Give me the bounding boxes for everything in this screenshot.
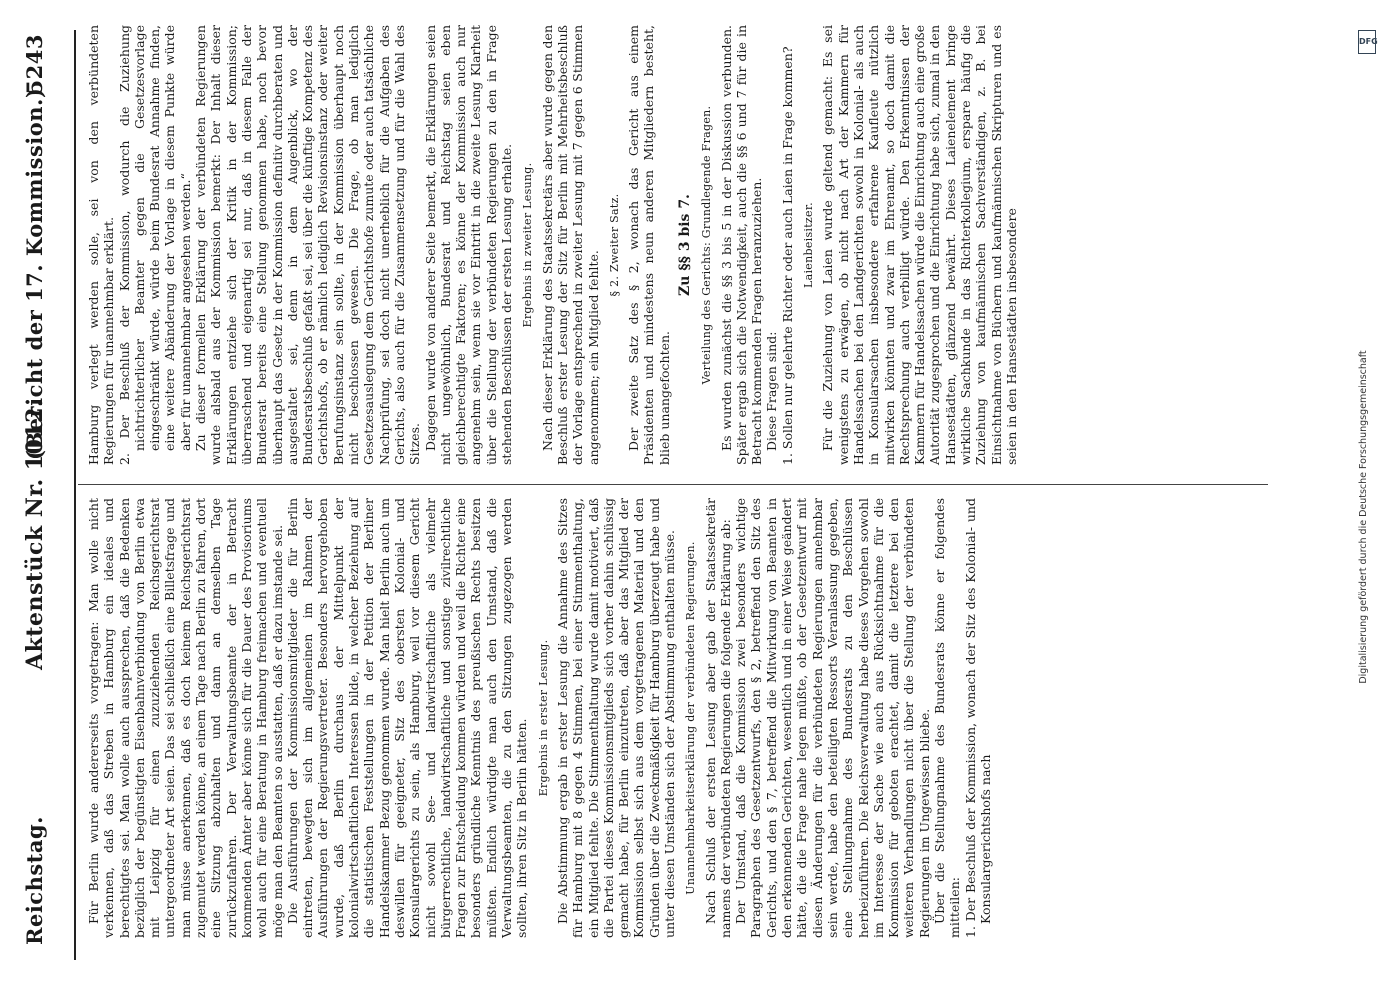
paragraph: Für Berlin wurde andererseits vorgetragen: Man wolle nicht verkennen, daß das Streben in Hamburg ein ideales und berechtigtes sei. Man wolle auch aussprechen, daß die Bedenken bezüglich der begünstigten Eisenbahnverbindung von Berlin etwa mit Leipzig für einen zuzuziehenden Reichsgerichtsrat untergeordneter Art seien. Das sei schließlich eine Billetsfrage und man müsse anerkennen, daß es doch keinem Reichsgerichtsrat zugemutet werden könne, an einem Tage nach Berlin zu fahren, dort eine Sitzung abzuhalten und dann an demselben Tage zurückzufahren. Der Verwaltungsbeamte der in Betracht kommenden Ämter aber könne sich für die Dauer des Provisoriums wohl auch für eine Beratung in Hamburg freimachen und eventuell möge man den Beamten so ausstatten, daß er dazu imstande sei.	[86, 498, 285, 938]
header-title: (Bericht der 17. Kommission.)	[22, 87, 47, 460]
paragraph: Für die Zuziehung von Laien wurde geltend gemacht: Es sei wenigstens zu erwägen, ob nicht nach Art der Kammern für Handelssachen bei den Landgerichten sowohl in Kolonial- als auch in Konsularsachen insbesondere erfahrene Kaufleute nützlich mitwirken könnten und zwar im Ehrenamt, so doch damit die Rechtsprechung auch verbilligt würde. Den Erkenntnissen der Kammern für Handelssachen würde die Einrichtung auch eine große Autorität zugesprochen und die Einrichtung habe sich, zumal in den Hansestädten, glänzend bewährt. Dieses Laienelement bringe wirkliche Sachkunde in das Richterkollegium, erspare häufig die Zuziehung von kaufmännischen Sachverständigen, z. B. bei Einsichtnahme von Büchern und kaufmännischen Skripturen und es seien in den Hansestädten insbesondere	[820, 25, 1019, 465]
subheading: Verteilung des Gerichts: Grundlegende Fragen.	[700, 105, 714, 385]
subheading: Laienbeisitzer.	[802, 202, 816, 288]
numbered-item: 1. Der Beschluß der Kommission, wonach der Sitz des Kolonial- und Konsulargerichtshofs nach	[962, 498, 993, 938]
paragraph: Dagegen wurde von anderer Seite bemerkt, die Erklärungen seien nicht ungewöhnlich, Bundesrat und Reichstag seien eben gleichberechtigte Faktoren; es könne der Kommission auch nur angenehm sein, wenn sie vor Eintritt in die zweite Lesung Klarheit über die Stellung der verbündeten Regierungen zu den in Frage stehenden Beschlüssen der ersten Lesung erhalte.	[422, 25, 515, 465]
paragraph: Nach dieser Erklärung des Staatssekretärs aber wurde gegen den Beschluß erster Lesung der Sitz für Berlin mit Mehrheitsbeschluß der Vorlage entsprechend in zweiter Lesung mit 7 gegen 6 Stimmen angenommen; ein Mitglied fehlte.	[539, 25, 601, 465]
paragraph: Nach Schluß der ersten Lesung aber gab der Staatssekretär namens der verbündeten Regierungen die folgende Erklärung ab:	[702, 498, 733, 938]
paragraph: Es wurden zunächst die §§ 3 bis 5 in der Diskussion verbunden. Später ergab sich die Notwendigkeit, auch die §§ 6 und 7 für die in Betracht kommenden Fragen heranzuziehen.	[718, 25, 765, 465]
subheading: § 2. Zweiter Satz.	[607, 193, 621, 297]
column-divider	[78, 484, 1268, 485]
subheading: Unannehmbarkeitserklärung der verbündeten Regierungen.	[684, 541, 698, 895]
section-heading: Zu §§ 3 bis 7.	[676, 194, 693, 296]
subheading: Ergebnis in zweiter Lesung.	[521, 162, 535, 328]
header-left: Reichstag.	[22, 816, 47, 945]
header-rule	[74, 30, 76, 960]
digitization-credit	[1355, 30, 1379, 970]
left-column	[86, 498, 993, 938]
numbered-item: 2. Der Beschluß der Kommission, wodurch die Zuziehung nichtrichterlicher Beamter gegen die Gesetzesvorlage eingeschränkt würde, würde beim Bundesrat Annahme finden, eine weitere Abänderung der Vorlage in diesem Punkte würde aber für unannehmbar angesehen werden.“	[116, 25, 193, 465]
paragraph: Der zweite Satz des § 2, wonach das Gericht aus einem Präsidenten und mindestens neun anderen Mitgliedern besteht, blieb unangefochten.	[626, 25, 672, 465]
paragraph: Hamburg verlegt werden solle, sei von den verbündeten Regierungen für unannehmbar erklärt.	[86, 25, 117, 465]
paragraph: Zu dieser formellen Erklärung der verbündeten Regierungen wurde alsbald aus der Kommission bemerkt: Der Inhalt dieser Erklärungen entziehe sich der Kritik in der Kommission; überraschend und eigenartig sei nur, daß in diesem Falle der Bundesrat bereits eine Stellung genommen habe, noch bevor überhaupt das Gesetz in der Kommission definitiv durchberaten und ausgestaltet sei, denn in dem Augenblick, wo der Bundesratsbeschluß gefaßt sei, sei über die künftige Kompetenz des Gerichtshofs, ob er nämlich lediglich Revisionsinstanz oder weiter Berufungsinstanz sein sollte, in der Kommission überhaupt noch nicht beschlossen gewesen. Die Frage, ob man lediglich Gesetzesauslegung dem Gerichtshofe zumute oder auch tatsächliche Nachprüfung, sei doch nicht unerheblich für die Aufgaben des Gerichts, also auch für die Zusammensetzung und für die Wahl des Sitzes.	[193, 25, 423, 465]
paragraph: Die Ausführungen der Kommissionsmitglieder die für Berlin eintreten, bewegten sich im allgemeinen im Rahmen der Ausführungen der Regierungsvertreter. Besonders hervorgehoben wurde, daß Berlin durchaus der Mittelpunkt der kolonialwirtschaftlichen Interessen bilde, in welcher Beziehung auf die statistischen Feststellungen in der Petition der Berliner Handelskammer Bezug genommen wurde. Man hielt Berlin auch um deswillen für geeigneter, Sitz des obersten Kolonial- und Konsulargerichts zu sein, als Hamburg, weil vor diesem Gericht nicht sowohl See- und landwirtschaftliche als vielmehr bürgerrechtliche, landwirtschaftliche und sonstige zivilrechtliche Fragen zur Entscheidung kommen würden und weil die Richter eine besonders gründliche Kenntnis des preußischen Rechts besitzen müßten. Endlich würdigte man auch den Umstand, daß die Verwaltungsbeamten, die zu den Sitzungen zugezogen werden sollten, ihren Sitz in Berlin hätten.	[284, 498, 530, 938]
subheading: Ergebnis in erster Lesung.	[536, 639, 550, 797]
paragraph: Über die Stellungnahme des Bundesrats könne er folgendes mitteilen:	[932, 498, 963, 938]
paragraph: Diese Fragen sind:	[764, 331, 780, 451]
paragraph: Die Abstimmung ergab in erster Lesung die Annahme des Sitzes für Hamburg mit 8 gegen 4 Stimmen, bei einer Stimmenthaltung, ein Mitglied fehlte. Die Stimmenthaltung wurde damit motiviert, daß die Partei dieses Kommissionsmitglieds sich vorher dahin schlüssig gemacht habe, für Berlin einzutreten, daß aber das Mitglied der Kommission selbst sich aus dem vorgetragenen Material und den Gründen über die Zweckmäßigkeit für Hamburg überzeugt habe und unter diesen Umständen sich der Abstimmung enthalten müsse.	[554, 498, 677, 938]
numbered-item: 1. Sollen nur gelehrte Richter oder auch Laien in Frage kommen?	[779, 46, 795, 465]
paragraph: Der Umstand, daß die Kommission zwei besonders wichtige Paragraphen des Gesetzentwurfs, den § 2, betreffend den Sitz des Gerichts, und den § 7, betreffend die Mitwirkung von Beamten in den erkennenden Gerichten, wesentlich und in einer Weise geändert hätte, die die Frage nahe legen müßte, ob der Gesetzentwurf mit diesen Änderungen für die verbündeten Regierungen annehmbar sein werde, habe den beteiligten Ressorts Veranlassung gegeben, eine Stellungnahme des Bundesrats zu den Beschlüssen herbeizuführen. Die Reichsverwaltung habe dieses Vorgehen sowohl im Interesse der Sache wie auch aus Rücksichtnahme für die Kommission für geboten erachtet, damit die letztere bei den weiteren Verhandlungen nicht über die Stellung der verbündeten Regierungen im Ungewissen bliebe.	[733, 498, 932, 938]
credit-text: Digitalisierung gefördert durch die Deutsche Forschungsgemeinschaft	[1358, 350, 1369, 684]
page-number: 5243	[22, 34, 47, 95]
dfg-logo: DFG	[1358, 30, 1376, 54]
header-document-number: Aktenstück Nr. 1012.	[22, 398, 48, 670]
right-column	[86, 25, 1019, 465]
